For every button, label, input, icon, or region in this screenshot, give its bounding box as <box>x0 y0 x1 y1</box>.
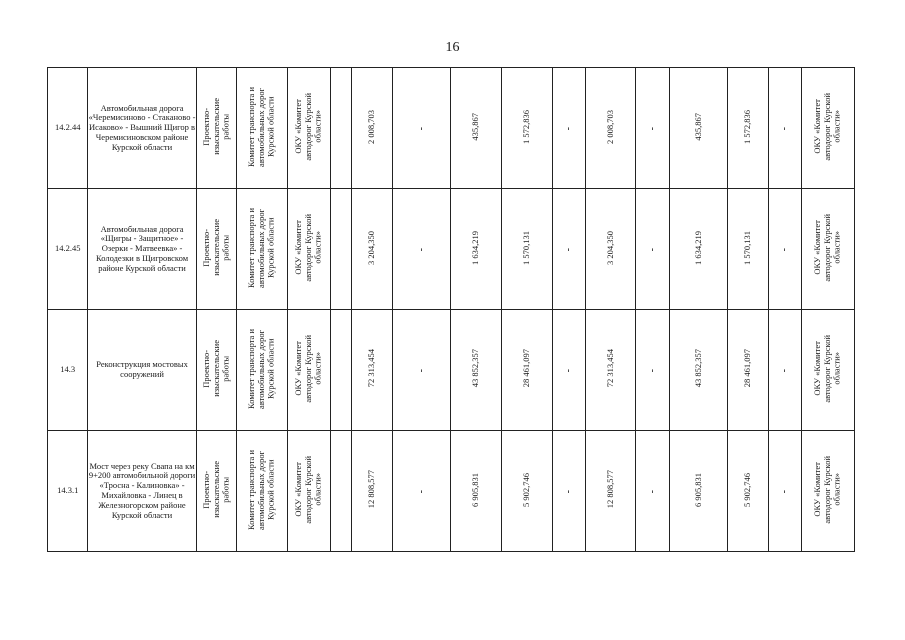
federal-amount <box>392 431 451 552</box>
executor <box>287 431 330 552</box>
cell-text: 14.2.45 <box>54 243 81 254</box>
cell-text: 2 008,703 <box>604 109 615 144</box>
regional-amount <box>451 189 502 310</box>
cell-text: ОКУ «Комитет автодорог Курской области» <box>293 334 323 403</box>
cell-text: Комитет транспорта и автомобильных дорог Курской области <box>246 86 276 167</box>
item-name <box>88 68 196 189</box>
cell-text: Мост через реку Свапа на км 9+200 автомобильной дороги «Троснa - Калиновка» - Михайловка - Линец в Железногорском районе Курской области <box>88 460 196 520</box>
cell-text: 12 808,577 <box>366 470 377 509</box>
executor-2 <box>802 68 855 189</box>
cell-text: 5 902,746 <box>742 472 753 507</box>
cell-text: 43 852,357 <box>692 349 703 388</box>
cell-text: 1 634,219 <box>470 230 481 265</box>
other-amount <box>552 189 585 310</box>
work-type <box>196 431 236 552</box>
other-amount-2 <box>768 431 801 552</box>
cell-text: 43 852,357 <box>470 349 481 388</box>
cell-text: Комитет транспорта и автомобильных дорог Курской области <box>246 449 276 530</box>
customer <box>237 310 288 431</box>
cell-text: 1 634,219 <box>692 230 703 265</box>
cell-text: - <box>415 489 427 494</box>
cell-text: - <box>415 368 427 373</box>
federal-amount-2 <box>636 189 669 310</box>
cell-text: 435,867 <box>470 112 481 141</box>
cell-text: - <box>415 126 427 131</box>
other-amount <box>552 68 585 189</box>
cell-text: - <box>646 368 658 373</box>
cell-text: 1 572,836 <box>520 109 531 144</box>
total-amount <box>352 431 392 552</box>
cell-text: ОКУ «Комитет автодорог Курской области» <box>812 92 843 161</box>
executor-2 <box>802 310 855 431</box>
table-row <box>48 68 855 189</box>
regional-amount-2 <box>669 431 728 552</box>
federal-amount <box>392 189 451 310</box>
cell-text: 5 902,746 <box>520 472 531 507</box>
item-number <box>48 68 88 189</box>
total-amount <box>352 189 392 310</box>
cell-text: - <box>779 368 791 373</box>
empty-cell <box>331 189 352 310</box>
municipal-amount <box>502 310 553 431</box>
municipal-amount <box>502 68 553 189</box>
executor <box>287 68 330 189</box>
cell-text: ОКУ «Комитет автодорог Курской области» <box>293 455 323 524</box>
cell-text: - <box>562 489 574 494</box>
regional-amount-2 <box>669 310 728 431</box>
cell-text: Комитет транспорта и автомобильных дорог Курской области <box>246 328 276 409</box>
program-table <box>47 67 855 552</box>
federal-amount-2 <box>636 68 669 189</box>
cell-text: 1 572,836 <box>742 109 753 144</box>
cell-text: 28 461,097 <box>742 349 753 388</box>
cell-text: - <box>779 489 791 494</box>
work-type <box>196 68 236 189</box>
regional-amount <box>451 310 502 431</box>
cell-text: ОКУ «Комитет автодорог Курской области» <box>293 213 323 282</box>
cell-text: - <box>779 247 791 252</box>
cell-text: ОКУ «Комитет автодорог Курской области» <box>812 213 843 282</box>
work-type <box>196 310 236 431</box>
customer <box>237 189 288 310</box>
cell-text: 6 905,831 <box>692 472 703 507</box>
cell-text: - <box>562 126 574 131</box>
executor <box>287 189 330 310</box>
regional-amount-2 <box>669 68 728 189</box>
cell-text: Проектно- изыскательские работы <box>200 219 231 276</box>
cell-text: 14.2.44 <box>54 122 81 133</box>
item-number <box>48 189 88 310</box>
total-amount-2 <box>585 431 636 552</box>
other-amount-2 <box>768 68 801 189</box>
municipal-amount-2 <box>728 68 768 189</box>
federal-amount <box>392 310 451 431</box>
cell-text: 12 808,577 <box>604 470 615 509</box>
item-number <box>48 310 88 431</box>
cell-text: 28 461,097 <box>520 349 531 388</box>
cell-text: 3 204,350 <box>604 230 615 265</box>
executor-2 <box>802 431 855 552</box>
cell-text: Проектно- изыскательские работы <box>200 340 231 397</box>
cell-text: 72 313,454 <box>366 349 377 388</box>
cell-text: 3 204,350 <box>366 230 377 265</box>
cell-text: Проектно- изыскательские работы <box>200 98 231 155</box>
work-type <box>196 189 236 310</box>
cell-text: 72 313,454 <box>604 349 615 388</box>
other-amount-2 <box>768 310 801 431</box>
cell-text: - <box>646 247 658 252</box>
cell-text: 435,867 <box>692 112 703 141</box>
total-amount <box>352 310 392 431</box>
table-row <box>48 431 855 552</box>
cell-text: 14.3 <box>60 364 76 375</box>
cell-text: Комитет транспорта и автомобильных дорог Курской области <box>246 207 276 288</box>
item-name <box>88 189 196 310</box>
cell-text: ОКУ «Комитет автодорог Курской области» <box>293 92 323 161</box>
municipal-amount-2 <box>728 431 768 552</box>
table-row <box>48 310 855 431</box>
municipal-amount-2 <box>728 310 768 431</box>
municipal-amount-2 <box>728 189 768 310</box>
other-amount <box>552 310 585 431</box>
total-amount-2 <box>585 310 636 431</box>
total-amount-2 <box>585 189 636 310</box>
cell-text: 6 905,831 <box>470 472 481 507</box>
federal-amount-2 <box>636 431 669 552</box>
regional-amount-2 <box>669 189 728 310</box>
cell-text: - <box>779 126 791 131</box>
municipal-amount <box>502 189 553 310</box>
page-number: 16 <box>445 40 460 55</box>
total-amount <box>352 68 392 189</box>
cell-text: - <box>646 126 658 131</box>
cell-text: Проектно- изыскательские работы <box>200 461 231 518</box>
cell-text: - <box>562 368 574 373</box>
customer <box>237 431 288 552</box>
executor <box>287 310 330 431</box>
item-name <box>88 310 196 431</box>
empty-cell <box>331 310 352 431</box>
table-row <box>48 189 855 310</box>
regional-amount <box>451 68 502 189</box>
cell-text: - <box>646 489 658 494</box>
cell-text: Автомобильная дорога «Черемисиново - Стаканово - Исаково» - Вышний Щигор в Черемисиновском районе Курской области <box>88 102 196 152</box>
federal-amount-2 <box>636 310 669 431</box>
other-amount-2 <box>768 189 801 310</box>
empty-cell <box>331 68 352 189</box>
cell-text: Реконструкция мостовых сооружений <box>96 359 188 379</box>
municipal-amount <box>502 431 553 552</box>
item-name <box>88 431 196 552</box>
cell-text: ОКУ «Комитет автодорог Курской области» <box>812 334 843 403</box>
cell-text: - <box>415 247 427 252</box>
cell-text: 14.3.1 <box>57 485 79 496</box>
federal-amount <box>392 68 451 189</box>
cell-text: - <box>562 247 574 252</box>
cell-text: 2 008,703 <box>366 109 377 144</box>
cell-text: 1 570,131 <box>520 230 531 265</box>
cell-text: Автомобильная дорога «Щигры - Защитное» - Озерки - Матвеевка» - Колодезки в Щигровском районе Курской области <box>95 223 189 273</box>
empty-cell <box>331 431 352 552</box>
other-amount <box>552 431 585 552</box>
item-number <box>48 431 88 552</box>
total-amount-2 <box>585 68 636 189</box>
regional-amount <box>451 431 502 552</box>
cell-text: ОКУ «Комитет автодорог Курской области» <box>812 455 843 524</box>
customer <box>237 68 288 189</box>
executor-2 <box>802 189 855 310</box>
cell-text: 1 570,131 <box>742 230 753 265</box>
